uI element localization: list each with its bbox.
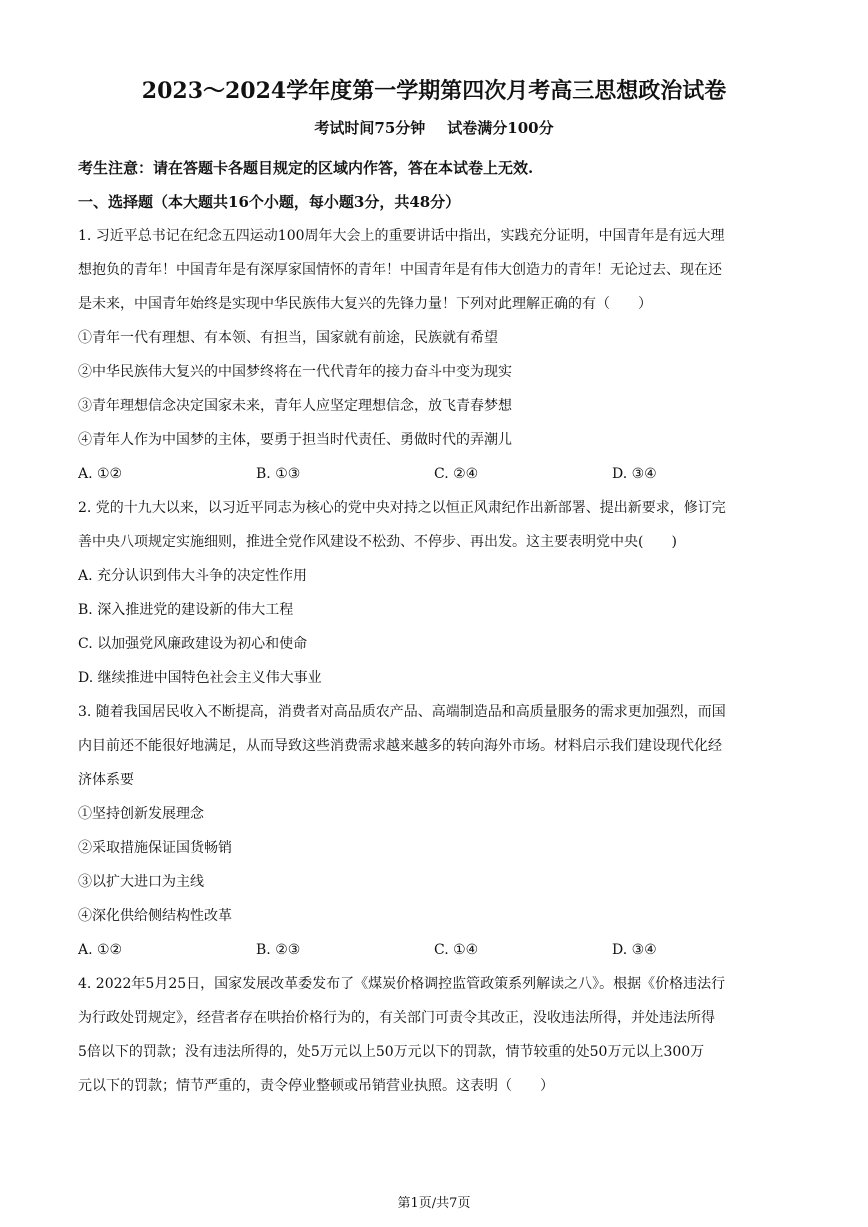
question-stem-line: 4. 2022年5月25日，国家发展改革委发布了《煤炭价格调控监管政策系列解读之八》。根据《价格违法行 [78, 976, 726, 992]
question-stem-line: 为行政处罚规定》，经营者存在哄抬价格行为的，有关部门可责令其改正，没收违法所得，并处违法所得 [78, 1010, 715, 1026]
question-4 [78, 967, 790, 1103]
question-stem-line: 善中央八项规定实施细则，推进全党作风建设不松劲、不停步、再出发。这主要表明党中央( ) [78, 534, 677, 550]
question-stem-line: 是未来，中国青年始终是实现中华民族伟大复兴的先锋力量！下列对此理解正确的有（ ） [78, 296, 652, 312]
option-a: A. 充分认识到伟大斗争的决定性作用 [78, 568, 308, 584]
statement: ③青年理想信念决定国家未来，青年人应坚定理想信念，放飞青春梦想 [78, 398, 512, 414]
option-a: A. ①② [78, 942, 123, 958]
statement: ③以扩大进口为主线 [78, 874, 204, 890]
option-b: B. ①③ [256, 466, 301, 482]
page-number: 第1页/共7页 [397, 1196, 471, 1211]
notice: 考生注意：请在答题卡各题目规定的区域内作答，答在本试卷上无效. [78, 159, 534, 177]
question-stem-line: 2. 党的十九大以来，以习近平同志为核心的党中央对持之以恒正风肃纪作出新部署、提出新要求，修订完 [78, 500, 726, 516]
question-stem-line: 元以下的罚款；情节严重的，责令停业整顿或吊销营业执照。这表明（ ） [78, 1078, 554, 1094]
page-title: 2023～2024学年度第一学期第四次月考高三思想政治试卷 [141, 78, 727, 104]
exam-time: 考试时间75分钟 [314, 119, 426, 137]
answer-options [78, 457, 790, 491]
statement: ②采取措施保证国货畅销 [78, 840, 232, 856]
statement: ④深化供给侧结构性改革 [78, 908, 232, 924]
question-stem-line: 济体系要 [78, 772, 134, 788]
statement: ④青年人作为中国梦的主体，要勇于担当时代责任、勇做时代的弄潮儿 [78, 432, 512, 448]
question-stem-line: 1. 习近平总书记在纪念五四运动100周年大会上的重要讲话中指出，实践充分证明，中国青年是有远大理 [78, 228, 725, 244]
option-b: B. ②③ [256, 942, 301, 958]
option-c: C. 以加强党风廉政建设为初心和使命 [78, 636, 308, 652]
question-stem-line: 想抱负的青年！中国青年是有深厚家国情怀的青年！中国青年是有伟大创造力的青年！无论过去、现在还 [78, 262, 722, 278]
option-a: A. ①② [78, 466, 123, 482]
answer-options [78, 933, 790, 967]
statement: ①青年一代有理想、有本领、有担当，国家就有前途，民族就有希望 [78, 330, 498, 346]
question-stem-line: 3. 随着我国居民收入不断提高，消费者对高品质农产品、高端制造品和高质量服务的需求更加强烈，而国 [78, 704, 726, 720]
exam-content [78, 151, 790, 1103]
option-c: C. ②④ [434, 466, 479, 482]
section-heading: 一、选择题（本大题共16个小题，每小题3分，共48分） [78, 193, 461, 211]
question-1 [78, 219, 790, 491]
statement: ②中华民族伟大复兴的中国梦终将在一代代青年的接力奋斗中变为现实 [78, 364, 512, 380]
question-3 [78, 695, 790, 967]
exam-score: 试卷满分100分 [447, 119, 554, 137]
option-d: D. 继续推进中国特色社会主义伟大事业 [78, 670, 322, 686]
statement: ①坚持创新发展理念 [78, 806, 204, 822]
option-d: D. ③④ [612, 942, 657, 958]
option-b: B. 深入推进党的建设新的伟大工程 [78, 602, 294, 618]
question-stem-line: 5倍以下的罚款；没有违法所得的，处5万元以上50万元以下的罚款，情节较重的处50万元以上300万 [78, 1044, 705, 1060]
question-2 [78, 491, 790, 695]
option-d: D. ③④ [612, 466, 657, 482]
question-stem-line: 内目前还不能很好地满足，从而导致这些消费需求越来越多的转向海外市场。材料启示我们建设现代化经 [78, 738, 722, 754]
option-c: C. ①④ [434, 942, 479, 958]
exam-info [0, 117, 868, 138]
